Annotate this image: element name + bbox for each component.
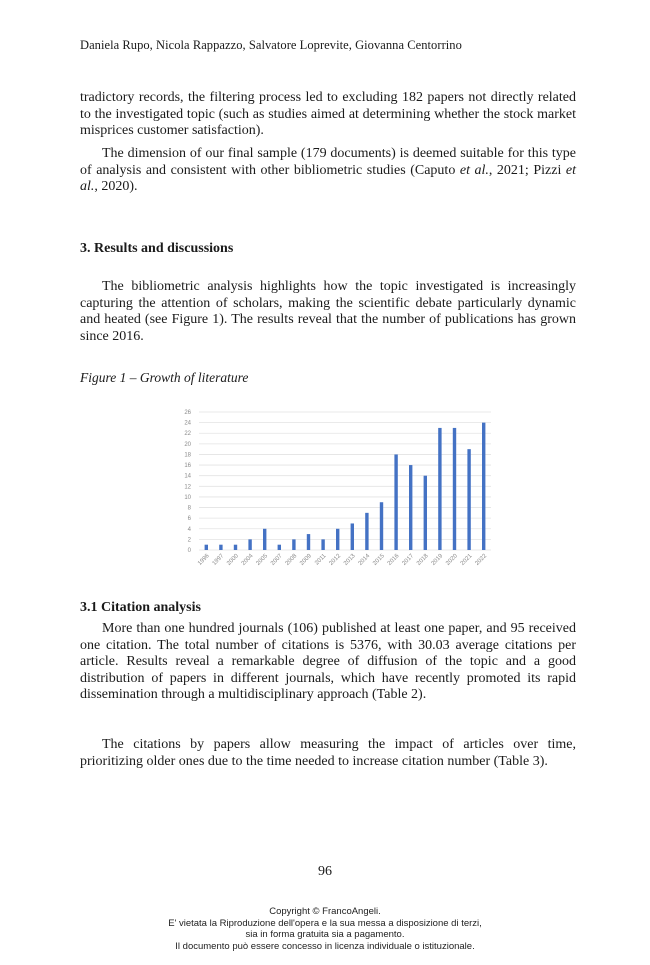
x-tick-label: 2007	[270, 553, 284, 567]
x-tick-label: 2011	[314, 553, 328, 567]
x-tick-label: 2005	[255, 553, 270, 567]
growth-of-literature-chart	[175, 404, 495, 590]
x-tick-label: 2014	[357, 553, 372, 567]
bar	[336, 529, 339, 550]
bar	[248, 539, 251, 550]
x-tick-label: 2015	[372, 553, 386, 567]
y-tick-label: 24	[184, 420, 191, 427]
paragraph-journals: More than one hundred journals (106) published at least one paper, and 95 received one citation. The total number of citations is 5376, with 30.03 average citations per article. Results reveal a remarkable degree of diffusion of the topic and a good distribution of papers in different journals, which have recently promoted its rapid dissemination through a multidisciplinary approach (Table 2).	[80, 621, 576, 703]
bar	[351, 523, 354, 550]
footer-line: sia in forma gratuita sia a pagamento.	[245, 929, 405, 941]
figure-caption: Figure 1 – Growth of literature	[80, 370, 249, 385]
running-head: Daniela Rupo, Nicola Rappazzo, Salvatore Loprevite, Giovanna Centorrino	[80, 38, 462, 52]
bar	[482, 423, 485, 550]
bar	[321, 539, 324, 550]
bar	[307, 534, 310, 550]
x-tick-label: 2022	[474, 553, 489, 567]
bar	[263, 529, 266, 550]
footer-line: Il documento può essere concesso in licenza individuale o istituzionale.	[175, 940, 475, 952]
x-tick-label: 1997	[211, 553, 226, 567]
bar	[394, 454, 397, 550]
x-tick-label: 2019	[430, 553, 445, 567]
y-tick-label: 16	[184, 463, 191, 470]
paragraph-bibliometric: The bibliometric analysis highlights how the topic investigated is increasingly capturing the attention of scholars, making the scientific debate particularly dynamic and heated (see Figure 1). The results reveal that the number of publications has grown since 2016.	[80, 279, 576, 344]
section-heading-citation-analysis: 3.1 Citation analysis	[80, 600, 201, 615]
bar	[380, 502, 383, 550]
bar	[278, 545, 281, 550]
copyright-footer	[0, 906, 650, 952]
paragraph-final-sample: The dimension of our final sample (179 documents) is deemed suitable for this type of analysis and consistent with other bibliometric studies (Caputo et al., 2021; Pizzi et al., 2020).	[80, 146, 576, 195]
x-tick-label: 2016	[386, 553, 401, 567]
bar	[219, 545, 222, 550]
x-tick-label: 1996	[197, 553, 211, 567]
y-tick-label: 8	[187, 505, 191, 512]
x-tick-label: 2018	[416, 553, 430, 567]
paragraph-filtering: tradictory records, the filtering process led to excluding 182 papers not directly related to the investigated topic (such as studies aimed at determining whether the stock market misprices customer satisfaction).	[80, 90, 576, 139]
y-tick-label: 26	[184, 410, 191, 416]
x-tick-label: 2020	[445, 553, 459, 567]
x-tick-label: 2009	[299, 553, 313, 567]
y-tick-label: 2	[187, 537, 191, 544]
section-heading-results: 3. Results and discussions	[80, 241, 234, 256]
y-tick-label: 10	[184, 494, 191, 501]
page-number: 96	[318, 864, 332, 879]
bar	[424, 476, 427, 550]
y-tick-label: 0	[187, 548, 191, 554]
x-tick-label: 2000	[226, 553, 240, 567]
bar	[205, 545, 208, 550]
y-tick-label: 6	[187, 516, 191, 523]
bar	[438, 428, 441, 550]
bar	[453, 428, 456, 550]
x-tick-label: 2013	[343, 553, 357, 567]
bar	[467, 449, 470, 550]
y-tick-label: 18	[184, 452, 191, 459]
bar	[234, 545, 237, 550]
y-tick-label: 14	[184, 473, 191, 480]
bar	[292, 539, 295, 550]
y-tick-label: 20	[184, 441, 191, 448]
paragraph-citations: The citations by papers allow measuring the impact of articles over time, prioritizing older ones due to the time needed to increase citation number (Table 3).	[80, 737, 576, 769]
x-tick-label: 2021	[459, 553, 474, 567]
bar	[409, 465, 412, 550]
x-tick-label: 2004	[240, 553, 255, 567]
x-tick-label: 2017	[401, 553, 416, 567]
x-tick-label: 2008	[284, 553, 299, 567]
footer-line: Copyright © FrancoAngeli.	[269, 906, 381, 917]
y-tick-label: 4	[187, 526, 191, 533]
y-tick-label: 12	[184, 484, 191, 491]
footer-line: E' vietata la Riproduzione dell'opera e la sua messa a disposizione di terzi,	[168, 917, 482, 929]
x-tick-label: 2012	[328, 553, 343, 567]
bar	[365, 513, 368, 550]
y-tick-label: 22	[184, 431, 191, 438]
